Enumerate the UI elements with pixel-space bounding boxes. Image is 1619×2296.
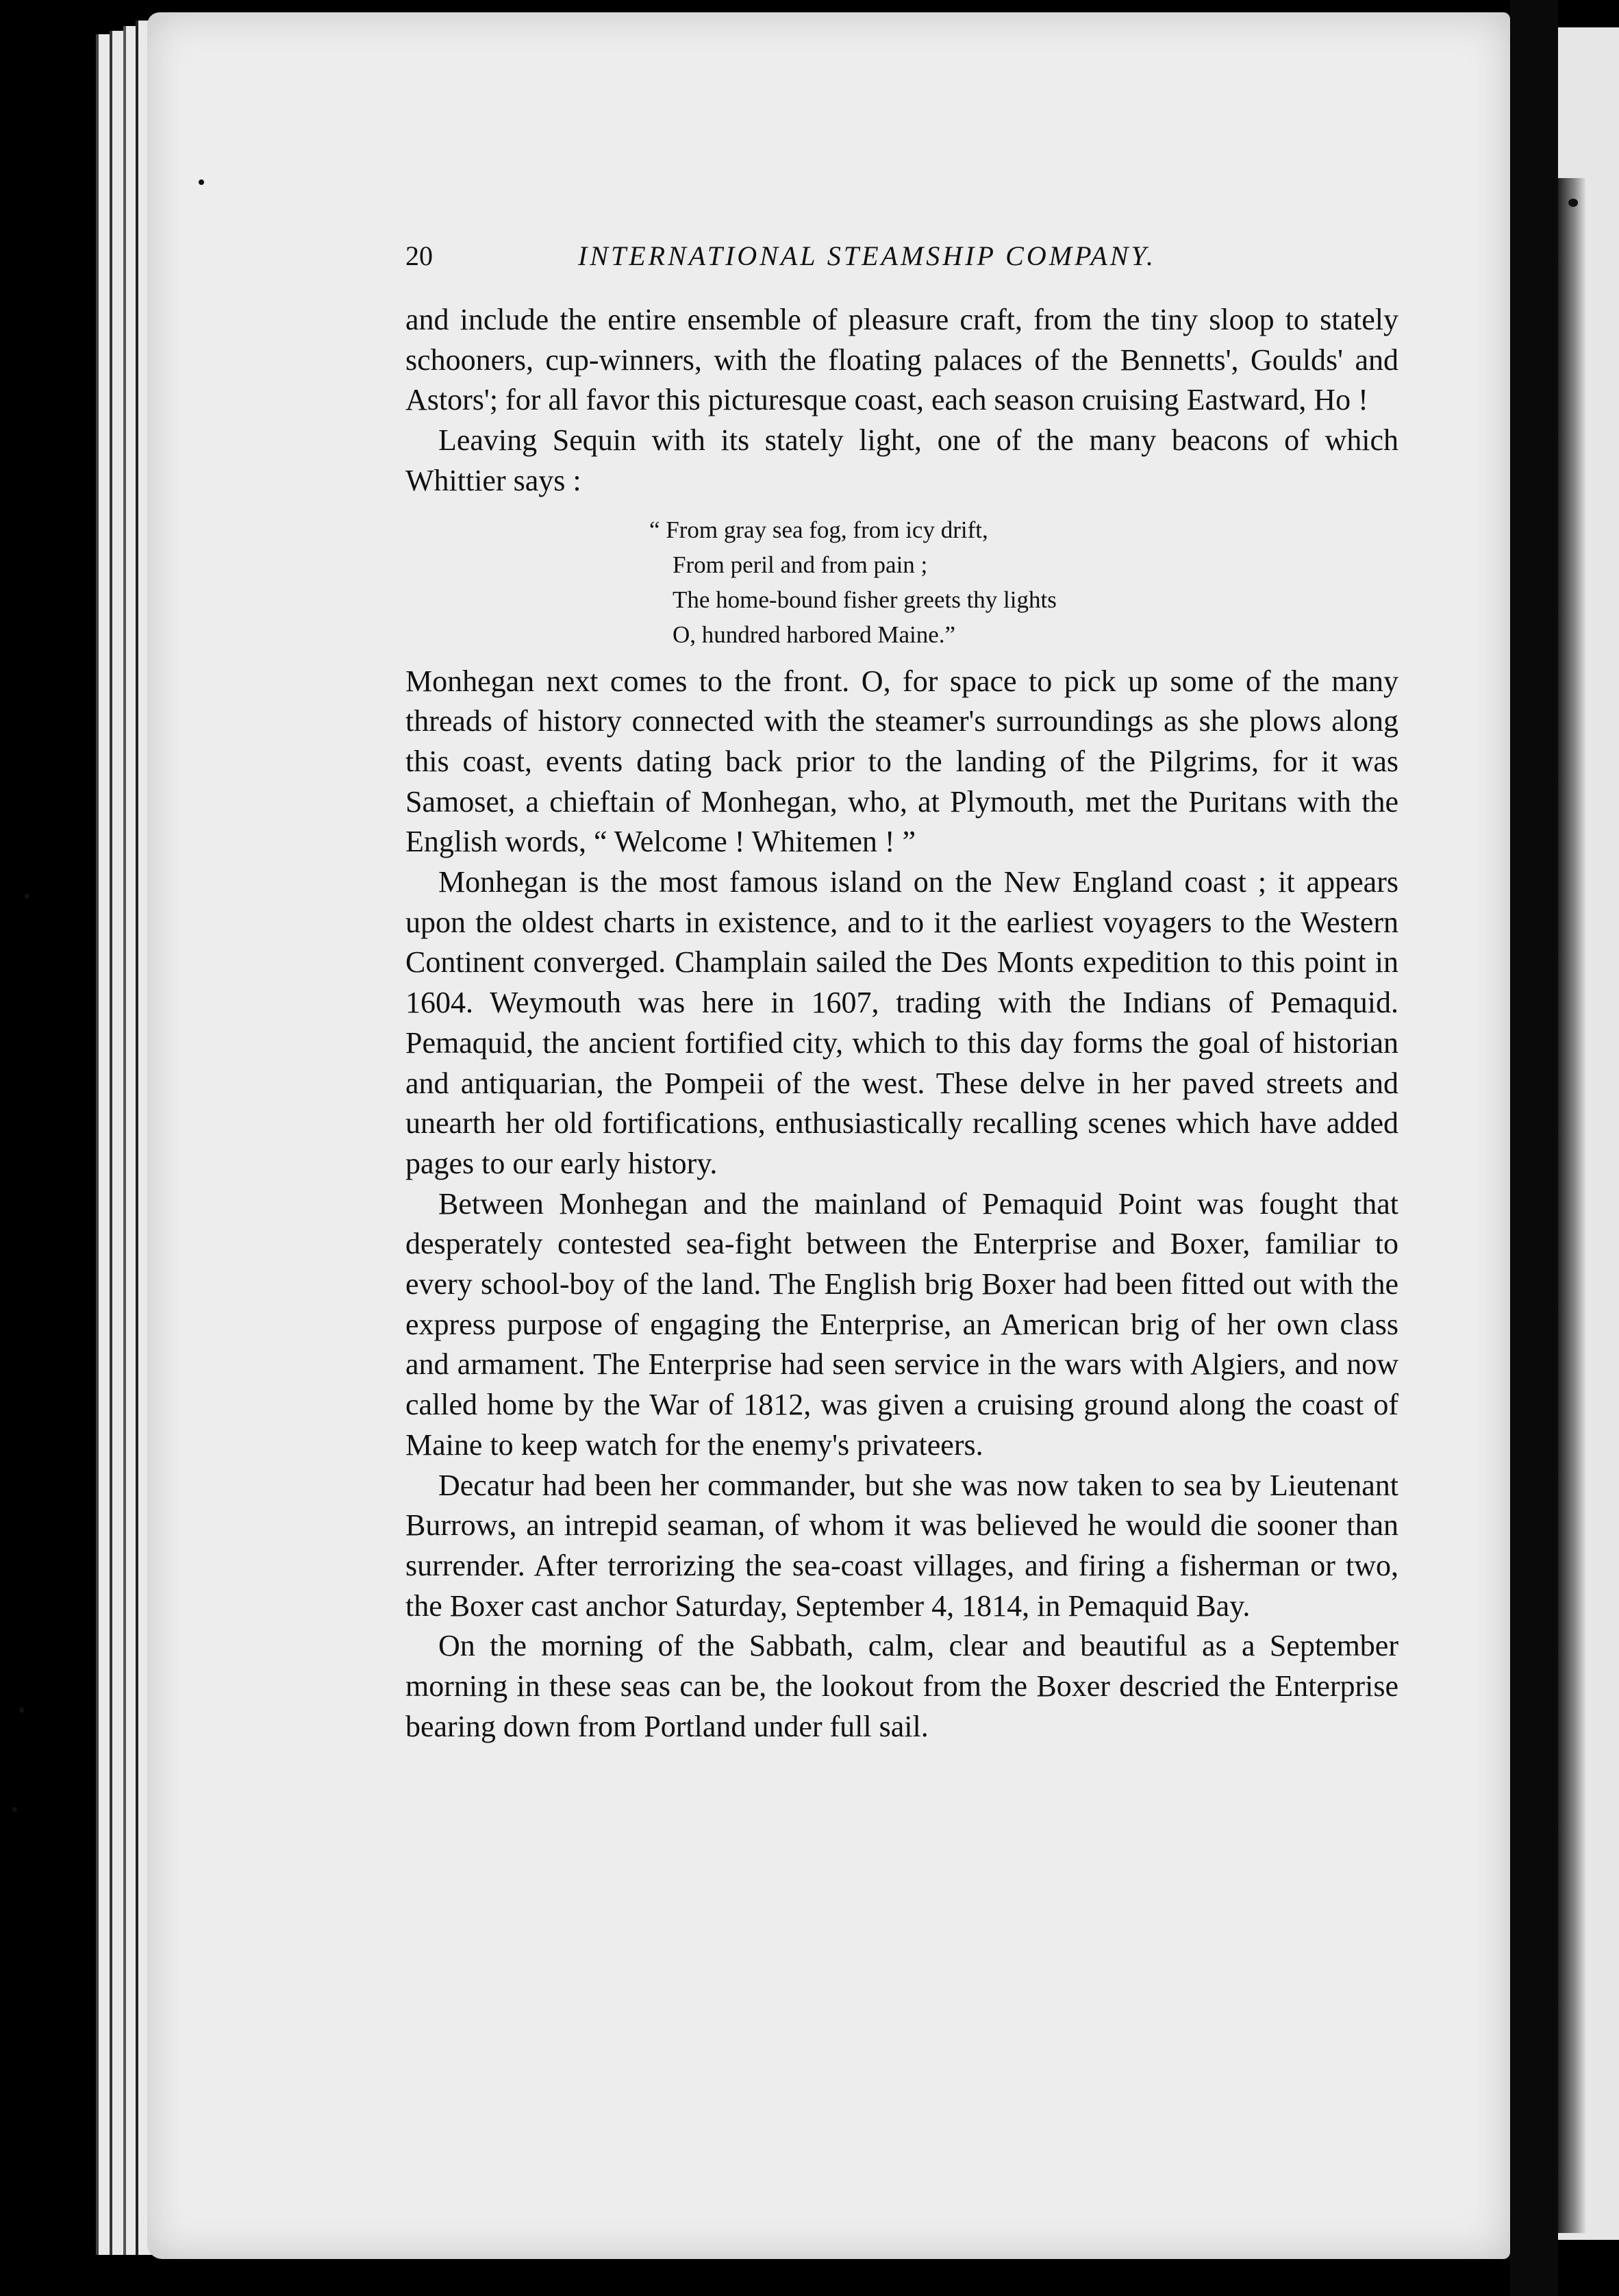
paragraph: Between Monhegan and the mainland of Pemaquid Point was fought that desperately contested sea-fight between the Enterprise and Boxer, familiar to every school-boy of the land. The English brig Boxer had been fitted out with the express purpose of engaging the Enterprise, an American brig of her own class and armament. The Enterprise had seen service in the wars with Algiers, and now called home by the War of 1812, was given a cruising ground along the coast of Maine to keep watch for the enemy's privateers. (405, 1186, 1398, 1462)
paragraph: Monhegan next comes to the front. O, for space to pick up some of the many threads of history connected with the steamer's surroundings as she plows along this coast, events dating back prior to the landing of the Pilgrims, for it was Samoset, a chieftain of Monhegan, who, at Plymouth, met the Puritans with the English words, “ Welcome ! Whitemen ! ” (405, 664, 1398, 859)
facing-page-edge (1558, 27, 1619, 2240)
verse-line: O, hundred harbored Maine.” (673, 621, 956, 648)
running-head: INTERNATIONAL STEAMSHIP COMPANY. (578, 240, 1157, 271)
dust-speck (1568, 199, 1578, 207)
page-header (405, 240, 1412, 281)
paragraph: Leaving Sequin with its stately light, one of the many beacons of which Whittier says : (405, 423, 1398, 497)
verse-quote (649, 512, 1398, 652)
dust-speck (19, 1707, 24, 1713)
paragraph: and include the entire ensemble of pleasure craft, from the tiny sloop to stately schooners, cup-winners, with the floating palaces of the Bennetts', Goulds' and Astors'; for all favor this picturesque coast, each season cruising Eastward, Ho ! (405, 303, 1398, 417)
paragraph: Monhegan is the most famous island on the New England coast ; it appears upon the oldest charts in existence, and to it the earliest voyagers to the Western Continent converged. Champlain sailed the Des Monts expedition to this point in 1604. Weymouth was here in 1607, trading with the Indians of Pemaquid. Pemaquid, the ancient fortified city, which to this day forms the goal of historian and antiquarian, the Pompeii of the west. These delve in her paved streets and unearth her old fortifications, enthusiastically recalling scenes which have added pages to our early history. (405, 865, 1398, 1180)
book-spine (1510, 0, 1558, 2296)
dust-speck (199, 179, 204, 185)
page-number: 20 (405, 240, 433, 271)
paragraph: On the morning of the Sabbath, calm, clear and beautiful as a September morning in these seas can be, the lookout from the Boxer descried the Enterprise bearing down from Portland under full sail. (405, 1629, 1398, 1743)
paragraph: Decatur had been her commander, but she was now taken to sea by Lieutenant Burrows, an intrepid seaman, of whom it was believed he would die sooner than surrender. After terrorizing the sea-coast villages, and firing a fisherman or two, the Boxer cast anchor Saturday, September 4, 1814, in Pemaquid Bay. (405, 1468, 1398, 1623)
dust-speck (25, 894, 29, 899)
verse-line: The home-bound fisher greets thy lights (673, 586, 1057, 613)
verse-line: From peril and from pain ; (673, 551, 928, 578)
verse-line: “ From gray sea fog, from icy drift, (649, 516, 988, 543)
dust-speck (12, 1807, 17, 1812)
page-body (405, 300, 1398, 1747)
